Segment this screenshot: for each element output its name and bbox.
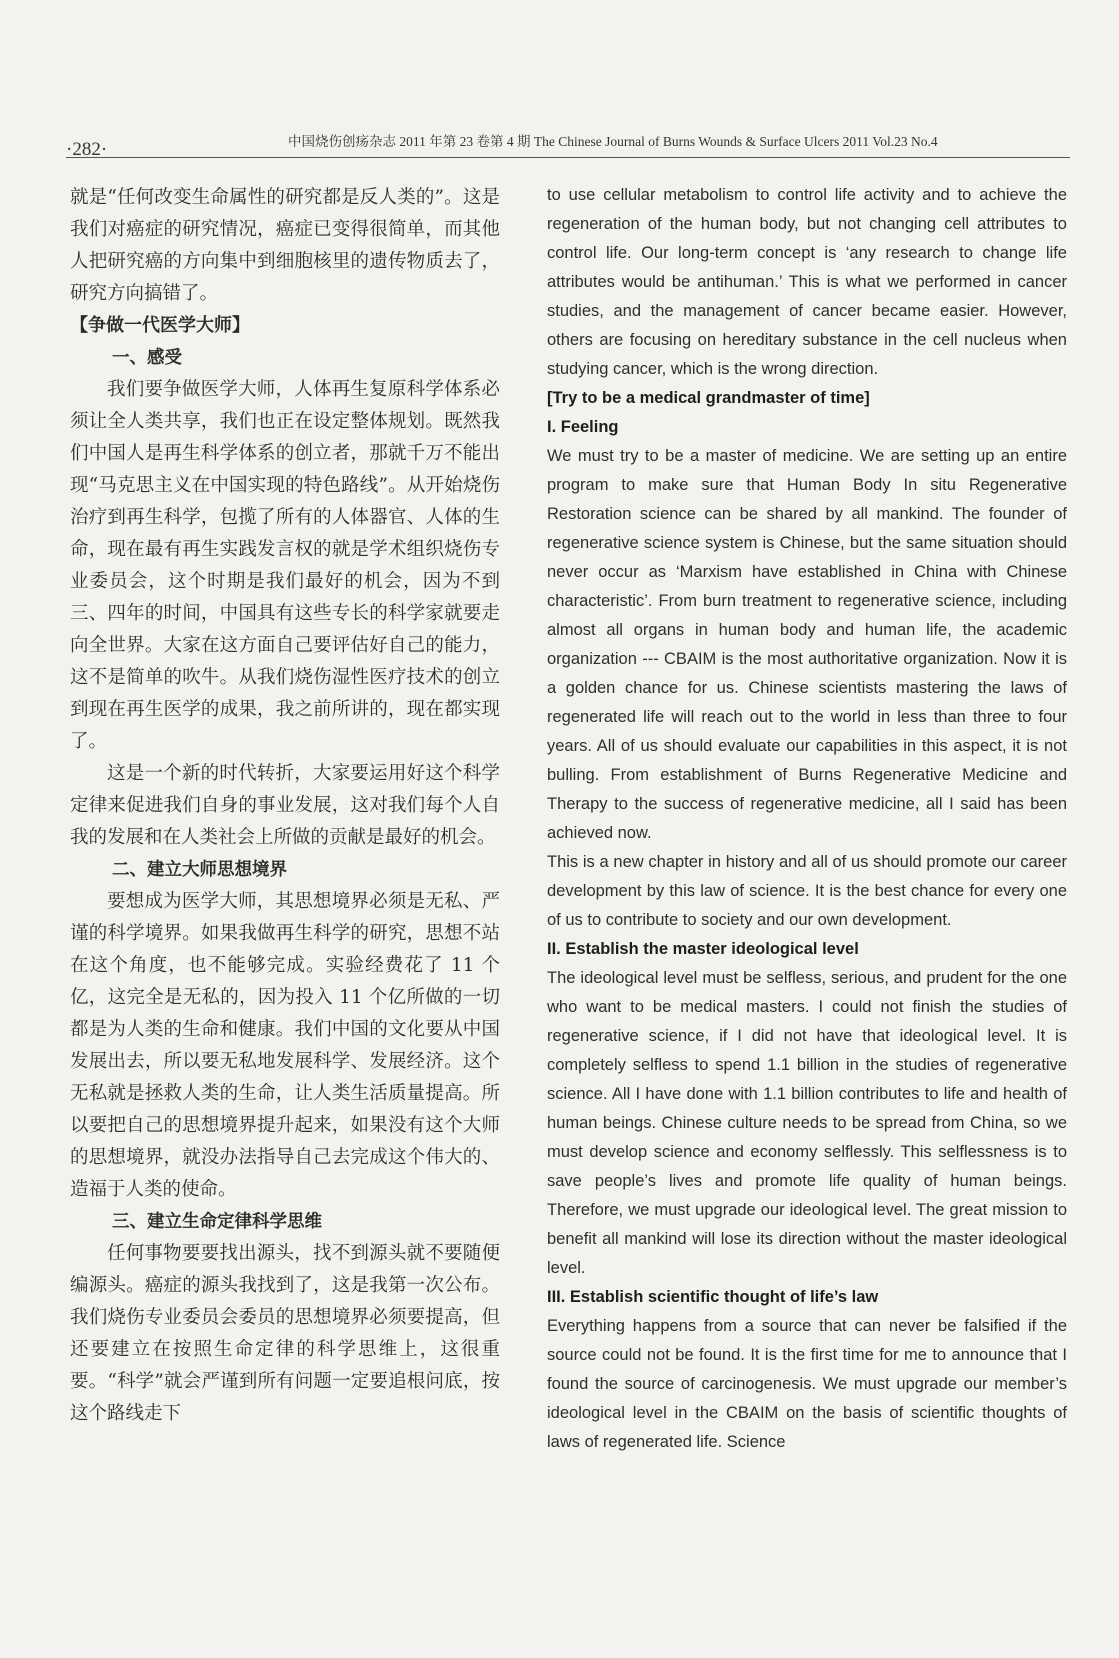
- en-subheading-ideological-level: II. Establish the master ideological level: [547, 940, 859, 958]
- cn-subheading-scientific-thought: 三、建立生命定律科学思维: [112, 1212, 322, 1232]
- en-paragraph: The ideological level must be selfless, serious, and prudent for the one who want to be medical masters. I could not finish the studies of regenerative science, if I did not have that ideological level. It is completely selfless to spend 1.1 billion in the studies of regenerative science. All I have done with 1.1 billion contributes to life and health of human beings. Chinese culture needs to be spread from China, so we must develop science and economy selflessly. This selflessness is to save people’s lives and promote life quality of human beings. Therefore, we must upgrade our ideological level. The great mission to benefit all mankind will lose its direction without the master ideological level.: [547, 969, 1067, 1277]
- en-subheading-feeling: I. Feeling: [547, 418, 619, 436]
- cn-section-heading: 【争做一代医学大师】: [70, 315, 250, 336]
- chinese-column: [70, 182, 500, 1430]
- cn-paragraph-continued: 就是“任何改变生命属性的研究都是反人类的”。这是我们对癌症的研究情况，癌症已变得很简单，而其他人把研究癌的方向集中到细胞核里的遗传物质去了，研究方向搞错了。: [70, 187, 500, 304]
- en-paragraph-continued: to use cellular metabolism to control life activity and to achieve the regeneration of the human body, but not changing cell attributes to control life. Our long-term concept is ‘any research to change life attributes would be antihuman.’ This is what we performed in cancer studies, and the management of cancer became easier. However, others are focusing on hereditary substance in the cell nucleus when studying cancer, which is the wrong direction.: [547, 186, 1067, 378]
- cn-subheading-feeling: 一、感受: [112, 348, 182, 368]
- cn-paragraph: 这是一个新的时代转折，大家要运用好这个科学定律来促进我们自身的事业发展，这对我们每个人自我的发展和在人类社会上所做的贡献是最好的机会。: [70, 763, 500, 848]
- english-column: [547, 181, 1067, 1457]
- en-subheading-scientific-thought: III. Establish scientific thought of life’s law: [547, 1288, 879, 1306]
- header-rule: [66, 157, 1070, 158]
- page-number: ·282·: [66, 139, 108, 160]
- en-paragraph: We must try to be a master of medicine. We are setting up an entire program to make sure that Human Body In situ Regenerative Restoration science can be shared by all mankind. The founder of regenerative science system is Chinese, but the same situation should never occur as ‘Marxism have established in China with Chinese characteristic’. From burn treatment to regenerative science, including almost all organs in human body and human life, the academic organization --- CBAIM is the most authoritative organization. Now it is a golden chance for us. Chinese scientists mastering the laws of regenerated life will reach out to the world in less than three to four years. All of us should evaluate our capabilities in this aspect, it is not bulling. From establishment of Burns Regenerative Medicine and Therapy to the success of regenerative medicine, all I said has been achieved now.: [547, 447, 1067, 842]
- cn-paragraph: 要想成为医学大师，其思想境界必须是无私、严谨的科学境界。如果我做再生科学的研究，思想不站在这个角度，也不能够完成。实验经费花了 11 个亿，这完全是无私的，因为投入 11 个亿所做的一切都是为人类的生命和健康。我们中国的文化要从中国发展出去，所以要无私地发展科学、发展经济。这个无私就是拯救人类的生命，让人类生活质量提高。所以要把自己的思想境界提升起来，如果没有这个大师的思想境界，就没办法指导自己去完成这个伟大的、造福于人类的使命。: [70, 891, 500, 1200]
- en-section-heading: [Try to be a medical grandmaster of time]: [547, 389, 870, 407]
- cn-subheading-ideological-level: 二、建立大师思想境界: [112, 860, 287, 880]
- en-paragraph: Everything happens from a source that can never be falsified if the source could not be found. It is the first time for me to announce that I found the source of carcinogenesis. We must upgrade our member’s ideological level in the CBAIM on the basis of scientific thoughts of laws of regenerated life. Science: [547, 1317, 1067, 1451]
- en-paragraph: This is a new chapter in history and all of us should promote our career development by this law of science. It is the best chance for every one of us to contribute to society and our own development.: [547, 853, 1067, 929]
- running-head: 中国烧伤创疡杂志 2011 年第 23 卷第 4 期 The Chinese Journal of Burns Wounds & Surface Ulcers 2011 Vol.23 No.4: [288, 134, 938, 149]
- cn-paragraph: 我们要争做医学大师，人体再生复原科学体系必须让全人类共享，我们也正在设定整体规划。既然我们中国人是再生科学体系的创立者，那就千万不能出现“马克思主义在中国实现的特色路线”。从开始烧伤治疗到再生科学，包揽了所有的人体器官、人体的生命，现在最有再生实践发言权的就是学术组织烧伤专业委员会，这个时期是我们最好的机会，因为不到三、四年的时间，中国具有这些专长的科学家就要走向全世界。大家在这方面自己要评估好自己的能力，这不是简单的吹牛。从我们烧伤湿性医疗技术的创立到现在再生医学的成果，我之前所讲的，现在都实现了。: [70, 379, 500, 752]
- cn-paragraph: 任何事物要要找出源头，找不到源头就不要随便编源头。癌症的源头我找到了，这是我第一次公布。我们烧伤专业委员会委员的思想境界必须要提高，但还要建立在按照生命定律的科学思维上，这很重要。“科学”就会严谨到所有问题一定要追根问底，按这个路线走下: [70, 1243, 500, 1424]
